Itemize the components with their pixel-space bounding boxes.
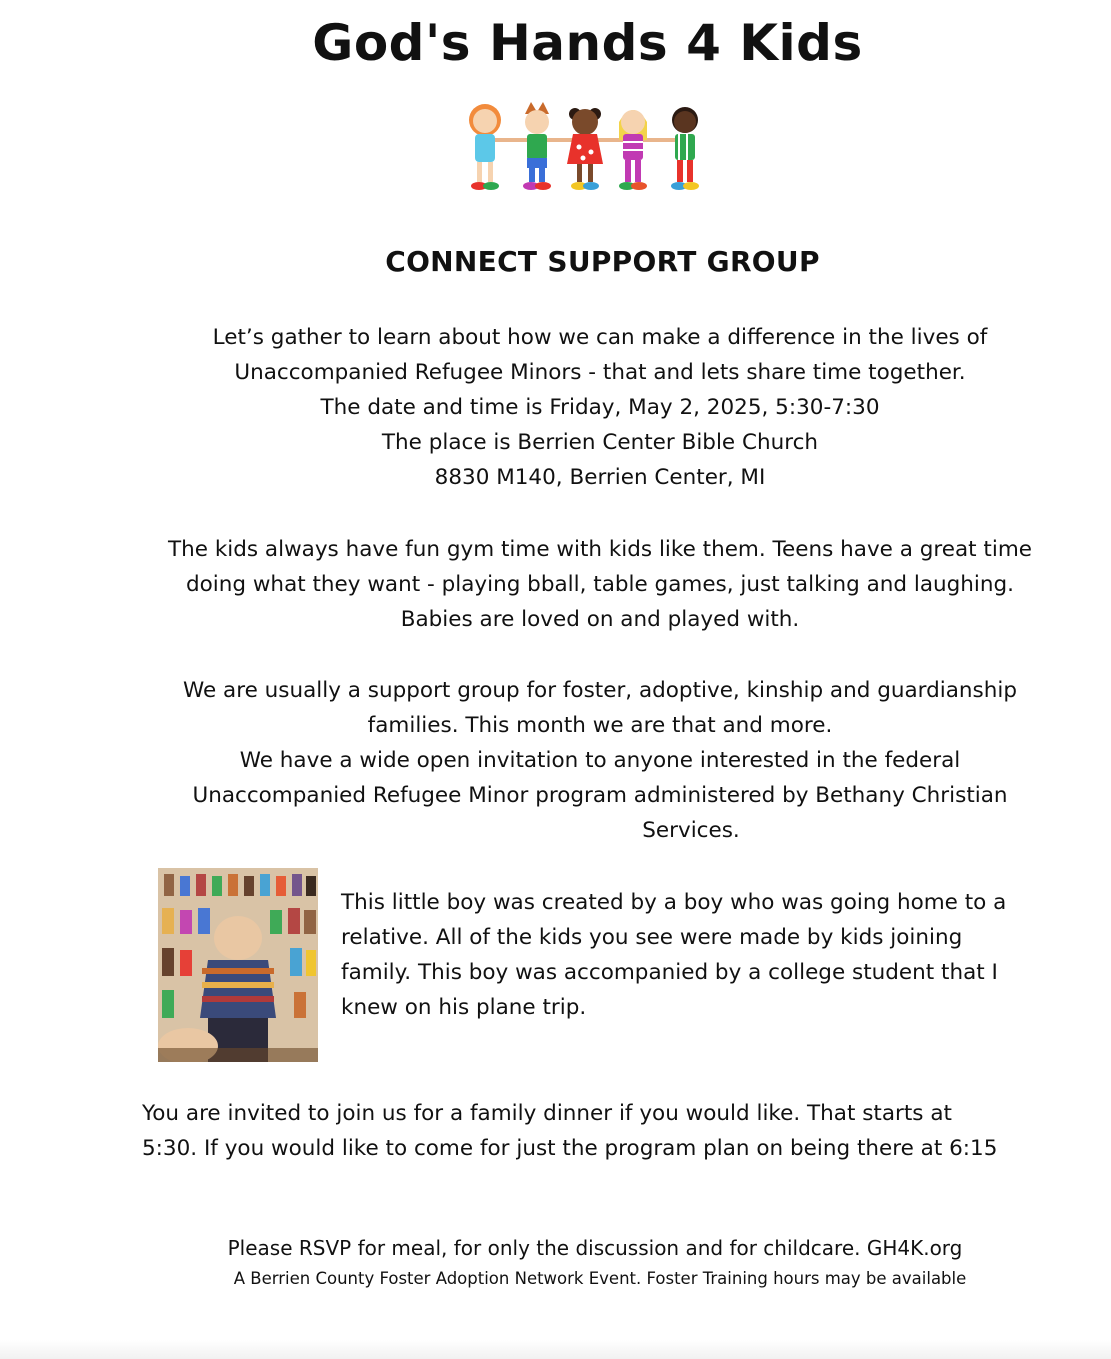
network-footer: A Berrien County Foster Adoption Network Event. Foster Training hours may be available	[233, 1269, 967, 1288]
story-line: family. This boy was accompanied by a college student that I	[341, 960, 998, 985]
support-line: families. This month we are that and more.	[367, 713, 833, 738]
page-bottom-edge	[0, 1340, 1111, 1359]
dinner-line: 5:30. If you would like to come for just the program plan on being there at 6:15	[142, 1136, 998, 1161]
dinner-invitation	[142, 1096, 1042, 1166]
kids-line: Babies are loved on and played with.	[400, 607, 800, 632]
handmade-boy-doll-photo	[158, 868, 318, 1062]
intro-line: Unaccompanied Refugee Minors - that and lets share time together.	[234, 360, 966, 385]
event-date-time: The date and time is Friday, May 2, 2025, 5:30-7:30	[320, 395, 880, 420]
support-paragraph	[90, 673, 1110, 848]
intro-paragraph	[90, 320, 1110, 495]
intro-line: Let’s gather to learn about how we can make a difference in the lives of	[212, 325, 988, 350]
story-line: relative. All of the kids you see were made by kids joining	[341, 925, 963, 950]
flyer-title: God's Hands 4 Kids	[312, 14, 863, 72]
event-address: 8830 M140, Berrien Center, MI	[434, 465, 766, 490]
kids-line: The kids always have fun gym time with kids like them. Teens have a great time	[168, 537, 1032, 562]
support-line: Unaccompanied Refugee Minor program administered by Bethany Christian	[192, 783, 1008, 808]
story-line: knew on his plane trip.	[341, 995, 587, 1020]
kids-paragraph	[90, 532, 1110, 637]
support-line: We are usually a support group for foster, adoptive, kinship and guardianship	[183, 678, 1017, 703]
story-line: This little boy was created by a boy who was going home to a	[341, 890, 1007, 915]
event-place: The place is Berrien Center Bible Church	[381, 430, 819, 455]
support-line: We have a wide open invitation to anyone interested in the federal	[239, 748, 961, 773]
hand-holding-kids-icon	[455, 92, 715, 202]
dinner-line: You are invited to join us for a family dinner if you would like. That starts at	[142, 1101, 952, 1126]
section-heading: CONNECT SUPPORT GROUP	[385, 245, 820, 278]
doll-story	[341, 885, 1041, 1025]
rsvp-line: Please RSVP for meal, for only the discussion and for childcare. GH4K.org	[227, 1236, 963, 1260]
support-line: Services.	[642, 818, 740, 843]
kids-line: doing what they want - playing bball, table games, just talking and laughing.	[185, 572, 1015, 597]
